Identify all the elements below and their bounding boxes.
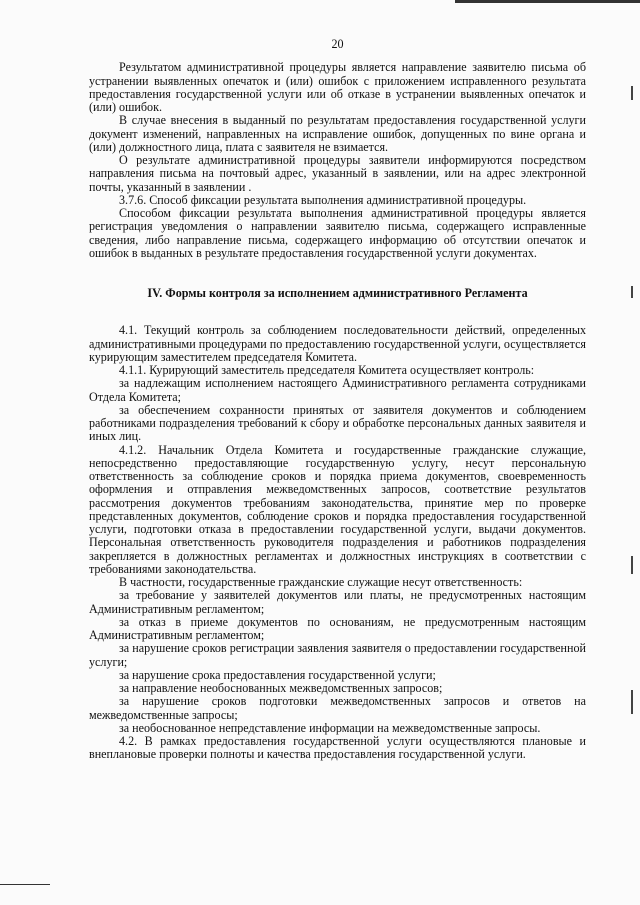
document-body xyxy=(89,38,586,762)
paragraph: за нарушение сроков регистрации заявления заявителя о предоставлении государственной услуги; xyxy=(89,641,586,669)
scan-artifact-footer-line xyxy=(0,884,50,885)
paragraph: 4.1.1. Курирующий заместитель председателя Комитета осуществляет контроль: xyxy=(119,363,535,377)
scan-artifact-edge xyxy=(631,690,633,714)
paragraph: 3.7.6. Способ фиксации результата выполнения административной процедуры. xyxy=(119,192,527,207)
paragraph: за нарушение сроков подготовки межведомственных запросов и ответов на межведомственные запросы; xyxy=(89,694,586,722)
paragraph: за необоснованное непредставление информации на межведомственные запросы. xyxy=(119,720,541,735)
paragraph: за нарушение срока предоставления государственной услуги; xyxy=(119,667,436,682)
paragraph: О результате административной процедуры заявители информируются посредством направления письма на почтовый адрес, указанный в заявлении, или на адрес электронной почты, указанный в заявлении . xyxy=(89,153,586,194)
paragraph: за требование у заявителей документов или платы, не предусмотренных настоящим Административным регламентом; xyxy=(89,588,586,616)
paragraph: 4.1. Текущий контроль за соблюдением последовательности действий, определенных административными процедурами по предоставлению государственной услуги, осуществляется курирующим заместителем председателя Комитета. xyxy=(89,323,586,364)
paragraph: В случае внесения в выданный по результатам предоставления государственной услуги документ изменений, направленных на исправление ошибок, допущенных по вине органа и (или) должностного лица, плата с заявителя не взимается. xyxy=(89,113,586,154)
paragraph: за обеспечением сохранности принятых от заявителя документов и соблюдением работниками подразделения требований к сбору и обработке персональных данных заявителя и иных лиц. xyxy=(89,402,586,444)
section-heading: IV. Формы контроля за исполнением административного Регламента xyxy=(147,286,528,300)
paragraph: В частности, государственные гражданские служащие несут ответственность: xyxy=(119,575,523,589)
paragraph: Результатом административной процедуры является направление заявителю письма об устранении выявленных опечаток и (или) ошибок с приложением исправленного результата предоставления государственной услуги или об отказе в устранении выявленных опечаток и (или) ошибок. xyxy=(89,60,586,114)
paragraph: за направление необоснованных межведомственных запросов; xyxy=(119,681,443,695)
paragraph: Способом фиксации результата выполнения административной процедуры является регистрация уведомления о направлении заявителю письма, содержащего исправленные сведения, либо направление письма, содержащего информацию об отсутствии опечаток и ошибок в выданных в результате предоставления государственной услуги документах. xyxy=(89,206,586,260)
paragraph: 4.2. В рамках предоставления государственной услуги осуществляются плановые и внеплановые проверки полноты и качества предоставления государственной услуги. xyxy=(89,734,586,762)
paragraph: 4.1.2. Начальник Отдела Комитета и государственные гражданские служащие, непосредственно предоставляющие государственную услугу, несут персональную ответственность за соблюдение сроков и порядка приема документов, своевременность оформления и отправления межведомственных запросов, соответствие результатов рассмотрения документов требованиям законодательства, принятие мер по проверке представленных документов, соблюдение сроков и порядка предоставления государственной услуги, подготовки отказа в предоставлении государственной услуги, выдачи документов. Персональная ответственность руководителя подразделения и работников подразделения закрепляется в должностных регламентах и должностных инструкциях в соответствии с требованиями законодательства. xyxy=(89,442,586,576)
scan-artifact-edge xyxy=(631,86,633,100)
scan-artifact-edge xyxy=(631,556,633,574)
paragraph: за надлежащим исполнением настоящего Административного регламента сотрудниками Отдела Комитета; xyxy=(89,376,586,404)
scan-artifact-edge xyxy=(631,286,633,298)
paragraph: за отказ в приеме документов по основаниям, не предусмотренным настоящим Административным регламентом; xyxy=(89,614,586,642)
page-number: 20 xyxy=(331,37,344,51)
scan-artifact-top xyxy=(455,0,640,3)
